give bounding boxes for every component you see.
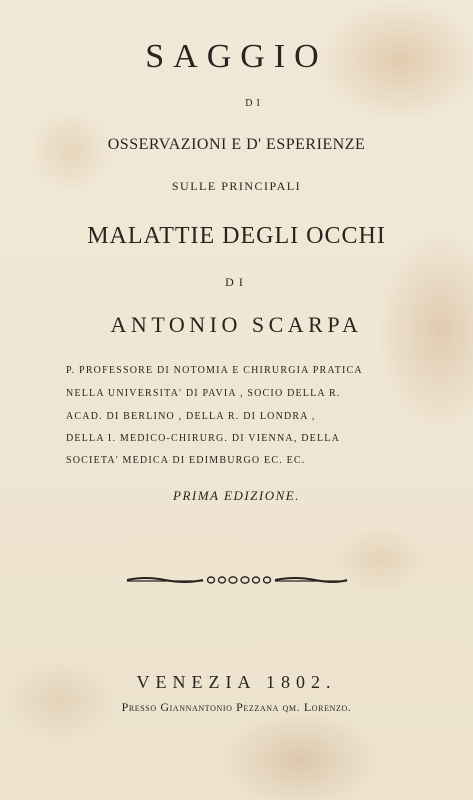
credential-line: SOCIETA' MEDICA DI EDIMBURGO EC. EC.: [66, 455, 306, 466]
subtitle-line-1: OSSERVAZIONI E D' ESPERIENZE: [107, 136, 366, 153]
author-name: ANTONIO SCARPA: [110, 312, 363, 337]
credential-line: ACAD. DI BERLINO , DELLA R. DI LONDRA ,: [66, 411, 316, 422]
credential-line: NELLA UNIVERSITA' DI PAVIA , SOCIO DELLA R.: [66, 388, 341, 399]
subtitle-line-2: SULLE PRINCIPALI: [171, 179, 302, 193]
credential-line: DELLA I. MEDICO-CHIRURG. DI VIENNA, DELLA: [66, 433, 340, 444]
book-title: SAGGIO: [145, 38, 328, 75]
printer-ornament-icon: [125, 574, 349, 586]
edition-statement: PRIMA EDIZIONE.: [173, 488, 300, 503]
imprint-printer: Presso Giannantonio Pezzana qm. Lorenzo.: [121, 700, 352, 714]
credential-line: P. PROFESSORE DI NOTOMIA E CHIRURGIA PRATICA: [66, 365, 363, 376]
connector-by: DI: [225, 275, 248, 289]
connector-di: DI: [245, 98, 264, 109]
subject-heading: MALATTIE DEGLI OCCHI: [87, 223, 386, 249]
imprint-place-date: VENEZIA 1802.: [136, 672, 337, 692]
